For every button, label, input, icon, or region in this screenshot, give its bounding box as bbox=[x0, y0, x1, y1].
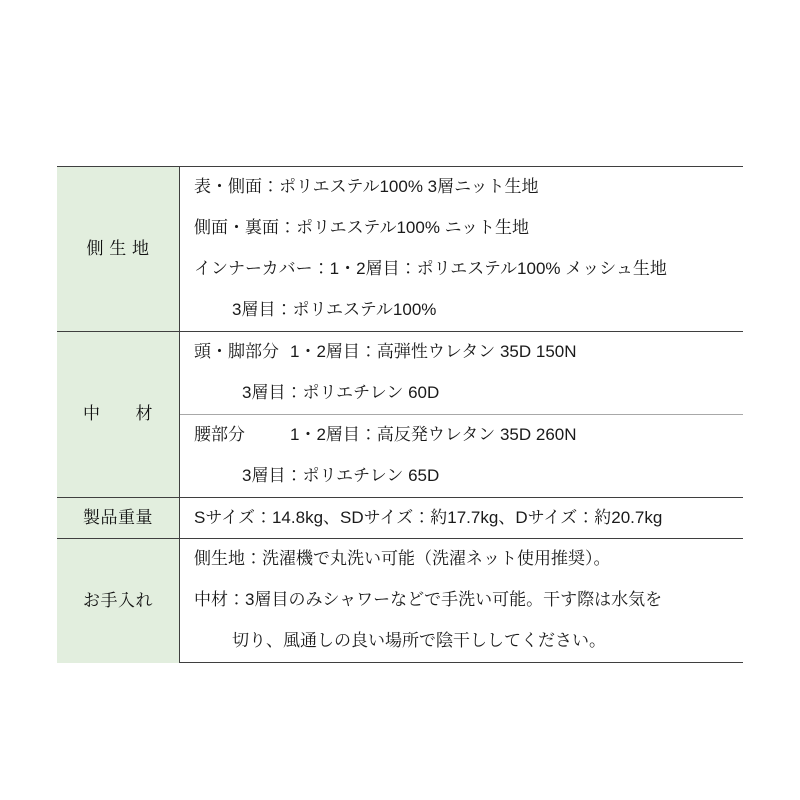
row-label-text: 側 生 地 bbox=[86, 238, 150, 258]
spec-line: 中材：3層目のみシャワーなどで手洗い可能。干す際は水気を bbox=[194, 590, 663, 610]
row-label-care bbox=[57, 539, 180, 663]
table-cell-value bbox=[180, 249, 744, 290]
table-cell-value bbox=[180, 331, 744, 372]
part-value: 1・2層目：高反発ウレタン 35D 260N bbox=[290, 424, 577, 444]
spec-line: 3層目：ポリエチレン 65D bbox=[242, 465, 440, 485]
table-row bbox=[57, 167, 743, 208]
table-cell-value bbox=[180, 621, 744, 662]
table-cell-value bbox=[180, 539, 744, 580]
table-row bbox=[57, 497, 743, 539]
table-cell-value bbox=[180, 167, 744, 208]
part-label: 腰部分 bbox=[194, 424, 245, 444]
spec-line bbox=[180, 415, 743, 456]
row-label-filling bbox=[57, 331, 180, 497]
row-label-text: 製品重量 bbox=[83, 507, 153, 527]
product-spec-table bbox=[57, 166, 743, 663]
spec-line bbox=[180, 332, 743, 373]
table-cell-value bbox=[180, 414, 744, 455]
spec-line: 表・側面：ポリエステル100% 3層ニット生地 bbox=[194, 177, 539, 196]
row-label-text: お手入れ bbox=[83, 590, 153, 610]
table-cell-value bbox=[180, 373, 744, 414]
table-cell-value bbox=[180, 456, 744, 497]
table-cell-value bbox=[180, 208, 744, 249]
spec-line: 側面・裏面：ポリエステル100% ニット生地 bbox=[194, 217, 529, 237]
table-row bbox=[57, 331, 743, 372]
part-value: 1・2層目：高弾性ウレタン 35D 150N bbox=[290, 341, 577, 361]
spec-line: 側生地：洗濯機で丸洗い可能（洗濯ネット使用推奨）。 bbox=[194, 549, 611, 569]
spec-line: Sサイズ：14.8kg、SDサイズ：約17.7kg、Dサイズ：約20.7kg bbox=[194, 507, 663, 527]
spec-line: 切り、風通しの良い場所で陰干ししてください。 bbox=[232, 631, 606, 651]
table-cell-value bbox=[180, 497, 744, 539]
table-cell-value bbox=[180, 580, 744, 621]
spec-line: 3層目：ポリエステル100% bbox=[232, 299, 437, 319]
part-label: 頭・脚部分 bbox=[194, 341, 279, 361]
row-label-fabric bbox=[57, 167, 180, 332]
row-label-text: 中 材 bbox=[83, 403, 153, 423]
row-label-weight bbox=[57, 497, 180, 539]
table-cell-value bbox=[180, 290, 744, 331]
spec-line: インナーカバー：1・2層目：ポリエステル100% メッシュ生地 bbox=[194, 258, 667, 278]
table-row bbox=[57, 539, 743, 580]
spec-line: 3層目：ポリエチレン 60D bbox=[242, 382, 440, 402]
